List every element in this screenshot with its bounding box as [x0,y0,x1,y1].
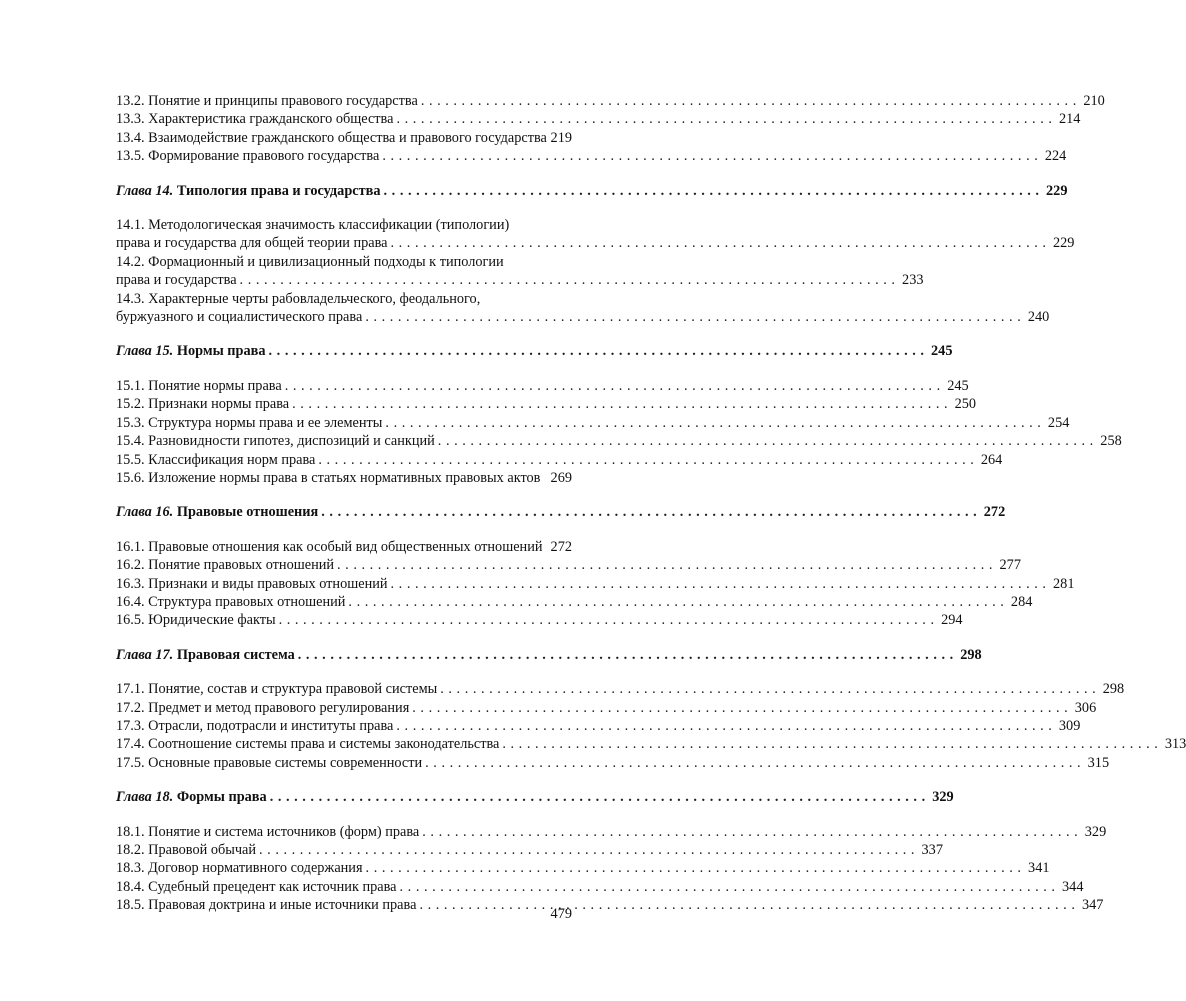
dot-leader [276,611,939,629]
dot-leader [418,92,1081,110]
dot-leader [435,432,1098,450]
section-entry[interactable] [116,878,1084,896]
page-number: 479 [550,906,572,922]
dot-leader [499,735,1162,753]
section-page: 347 [1081,897,1104,914]
section-entry[interactable] [116,216,1075,253]
section-page: 298 [1102,681,1125,698]
toc-group [116,92,1105,166]
section-title: 17.2. Предмет и метод правового регулирования [116,699,410,716]
section-entry[interactable] [116,823,1107,841]
dot-leader [388,234,1051,252]
section-entry[interactable] [116,395,977,413]
section-entry[interactable] [116,841,943,859]
section-page: 329 [1084,823,1107,840]
section-list [116,823,1107,915]
section-line [116,308,1050,326]
chapter-title: Нормы права [176,343,266,360]
section-title: 14.1. Методологическая значимость классификации (типологии) [116,217,510,234]
dot-leader [345,593,1008,611]
section-line [116,234,1075,252]
section-entry[interactable] [116,129,572,147]
section-list [116,377,1122,487]
section-title: 15.4. Разновидности гипотез, диспозиций и санкций [116,433,435,450]
section-entry[interactable] [116,451,1003,469]
section-title: 17.4. Соотношение системы права и системы законодательства [116,736,500,753]
chapter-page: 229 [1046,182,1068,199]
section-title: 13.2. Понятие и принципы правового государства [116,93,418,109]
section-page: 272 [550,538,572,555]
chapter-number: Глава 17. [116,646,174,663]
dot-leader [315,451,978,469]
section-title: 15.1. Понятие нормы права [116,377,282,394]
section-entry[interactable] [116,432,1122,450]
section-title: 16.3. Признаки и виды правовых отношений [116,575,388,592]
section-list [116,680,1186,772]
section-entry[interactable] [116,414,1070,432]
section-entry[interactable] [116,556,1021,574]
section-entry[interactable] [116,680,1125,698]
section-list [116,92,1105,166]
section-page: 313 [1164,736,1186,753]
toc-group [116,788,1107,914]
section-title: 17.3. Отрасли, подотрасли и институты права [116,717,394,734]
section-title: 18.3. Договор нормативного содержания [116,860,363,877]
section-title: 17.1. Понятие, состав и структура правовой системы [116,681,438,698]
section-page: 341 [1028,860,1050,877]
section-entry[interactable] [116,575,1075,593]
section-entry[interactable] [116,92,1105,110]
chapter-title: Правовая система [176,646,295,663]
section-title: 13.3. Характеристика гражданского общества [116,111,394,128]
section-page: 229 [1053,235,1075,252]
chapter-entry[interactable] [116,182,1068,200]
section-entry[interactable] [116,699,1097,717]
chapter-entry[interactable] [116,503,1006,521]
chapter-entry[interactable] [116,342,953,360]
section-page: 264 [980,451,1003,468]
dot-leader [266,342,929,360]
chapter-heading [116,182,381,200]
toc-group [116,182,1075,327]
dot-leader [388,575,1051,593]
chapter-heading [116,503,318,521]
section-entry[interactable] [116,469,572,487]
section-title: 15.3. Структура нормы права и ее элементы [116,414,383,431]
dot-leader [381,182,1044,200]
chapter-heading [116,646,295,664]
dot-leader [256,841,919,859]
dot-leader [382,414,1045,432]
section-page: 306 [1074,699,1097,716]
dot-leader [282,377,945,395]
section-title: 13.4. Взаимодействие гражданского общества и правового государства [116,129,547,146]
chapter-number: Глава 15. [116,343,174,360]
section-page: 258 [1100,433,1122,450]
section-page: 233 [902,272,924,289]
section-title: 16.1. Правовые отношения как особый вид общественных отношений [116,538,543,555]
section-page: 281 [1053,575,1075,592]
section-entry[interactable] [116,253,924,290]
section-title: 14.3. Характерные черты рабовладельческого, феодального, [116,290,481,307]
section-entry[interactable] [116,754,1110,772]
chapter-page: 298 [960,646,982,663]
dot-leader [267,788,930,806]
chapter-page: 329 [932,789,954,806]
section-title: 18.5. Правовая доктрина и иные источники права [116,897,417,914]
section-page: 277 [999,557,1021,574]
section-page: 210 [1083,93,1105,109]
section-page: 337 [921,842,943,858]
section-title: 13.5. Формирование правового государства [116,148,380,165]
chapter-page: 245 [931,343,953,360]
section-title: 16.4. Структура правовых отношений [116,593,346,610]
dot-leader [289,395,952,413]
dot-leader [379,147,1042,165]
dot-leader [437,680,1100,698]
chapter-heading [116,788,267,806]
dot-leader [419,823,1082,841]
dot-leader [362,308,1025,326]
section-list [116,538,1075,630]
section-page: 284 [1010,593,1033,610]
chapter-entry[interactable] [116,646,982,664]
section-page: 344 [1062,878,1084,895]
section-title-cont: права и государства для общей теории права [116,235,388,252]
section-entry[interactable] [116,593,1033,611]
dot-leader [393,717,1056,735]
section-title: 18.1. Понятие и система источников (форм) права [116,823,420,840]
section-title: 18.4. Судебный прецедент как источник права [116,878,397,895]
section-page: 315 [1087,754,1110,771]
section-entry[interactable] [116,611,963,629]
chapter-entry[interactable] [116,788,954,806]
section-title-cont: права и государства [116,272,237,289]
section-entry[interactable] [116,717,1081,735]
section-page: 269 [550,469,572,486]
section-entry[interactable] [116,538,572,556]
chapter-heading [116,342,266,360]
chapter-number: Глава 14. [116,182,174,199]
section-title-cont: буржуазного и социалистического права [116,309,363,326]
section-page: 309 [1058,717,1081,734]
dot-leader [363,859,1026,877]
section-page: 219 [550,129,572,146]
dot-leader [237,271,900,289]
chapter-title: Формы права [176,789,267,806]
table-of-contents [116,92,1186,915]
section-page: 294 [941,612,963,629]
toc-group [116,342,1122,487]
section-page: 254 [1047,414,1070,431]
section-entry[interactable] [116,735,1186,753]
chapter-page: 272 [983,504,1006,521]
dot-leader [334,556,997,574]
section-line [116,271,924,289]
chapter-number: Глава 16. [116,504,174,521]
section-page: 224 [1044,148,1067,165]
section-page: 245 [947,377,969,394]
dot-leader [318,503,981,521]
section-entry[interactable] [116,377,969,395]
section-title: 16.5. Юридические факты [116,612,276,629]
section-page: 214 [1058,111,1081,128]
dot-leader [295,646,958,664]
section-title: 15.6. Изложение нормы права в статьях нормативных правовых актов [116,469,541,486]
section-title: 18.2. Правовой обычай [116,842,257,858]
chapter-title: Правовые отношения [176,504,319,521]
dot-leader [393,110,1056,128]
dot-leader [409,699,1072,717]
dot-leader [397,878,1060,896]
toc-group [116,503,1075,629]
section-page: 240 [1027,309,1050,326]
toc-group [116,646,1186,772]
section-list [116,216,1075,326]
section-entry[interactable] [116,147,1067,165]
section-title: 15.2. Признаки нормы права [116,396,290,413]
section-title: 14.2. Формационный и цивилизационный подходы к типологии [116,253,504,270]
chapter-number: Глава 18. [116,789,174,806]
section-title: 15.5. Классификация норм права [116,451,316,468]
section-entry[interactable] [116,110,1081,128]
section-entry[interactable] [116,290,1050,327]
section-title: 17.5. Основные правовые системы современности [116,754,423,771]
chapter-title: Типология права и государства [176,182,381,199]
section-title: 16.2. Понятие правовых отношений [116,557,335,574]
dot-leader [422,754,1085,772]
section-entry[interactable] [116,859,1050,877]
section-page: 250 [954,396,977,413]
